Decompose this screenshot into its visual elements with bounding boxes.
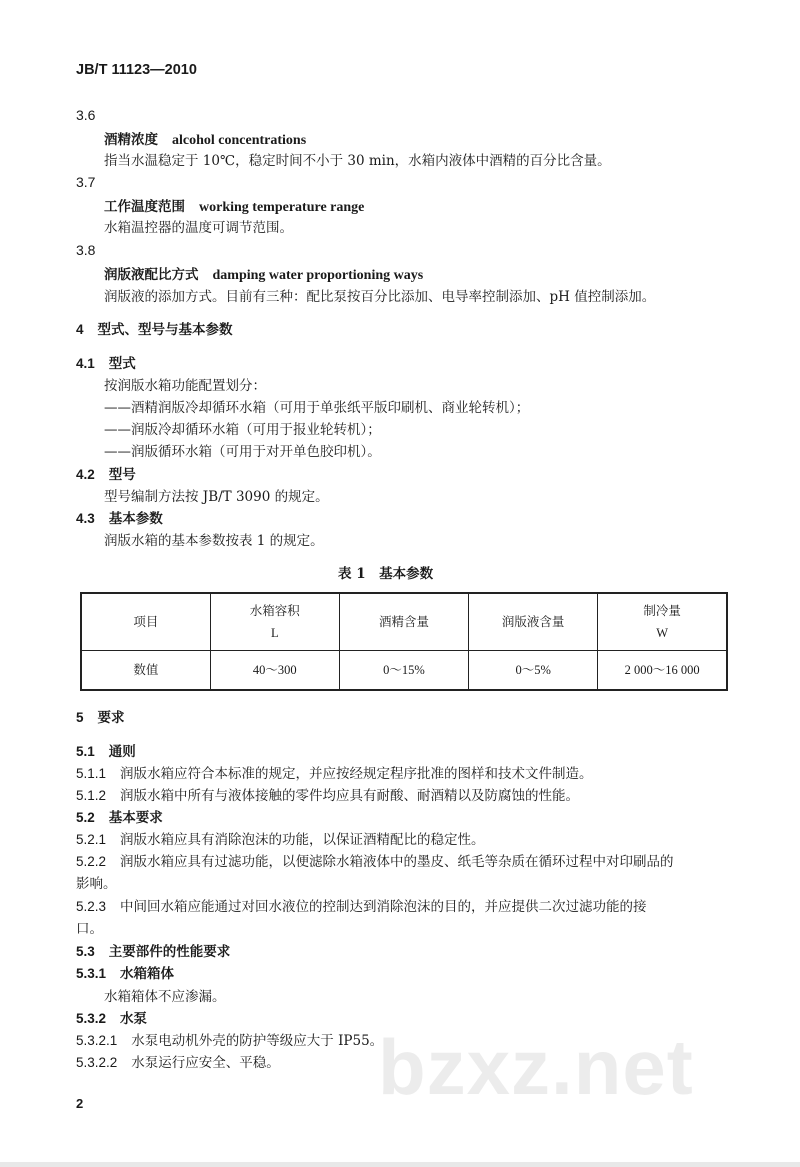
clause-text: 中间回水箱应能通过对回水液位的控制达到消除泡沫的目的，并应提供二次过滤功能的接 [120,899,647,915]
section-number: 5.1 [76,744,95,759]
clause-number: 5.3.2.2 [76,1055,118,1070]
subsection-heading [76,463,136,483]
paragraph: 按润版水箱功能配置划分： [104,378,266,394]
table-cell: 数值 [81,651,210,691]
page-edge [0,1162,800,1167]
list-item: ——润版冷却循环水箱（可用于报业轮转机）； [104,422,381,438]
section-number: 5.3 [76,944,95,959]
term-zh: 润版液配比方式 [104,267,199,283]
table-cell: 0～15% [339,651,468,691]
header-label: 制冷量 [643,603,681,618]
subsection-heading [76,940,230,960]
term-number: 3.8 [76,242,96,258]
clause-number: 5.2.2 [76,854,107,869]
clause [76,895,647,915]
table-caption: 表 1 基本参数 [338,566,434,582]
table-row [81,651,727,691]
subsection-heading [76,352,136,372]
subsection-heading [76,740,136,760]
header-label: 润版液含量 [501,614,565,629]
section-number: 5.2 [76,810,95,825]
term-zh: 工作温度范围 [104,199,185,215]
term-title [104,263,423,284]
clause-number: 5.1.1 [76,766,107,781]
clause-number: 5.2.3 [76,899,107,914]
section-number: 5 [76,710,84,725]
table-header-cell [469,593,598,651]
table-header-row [81,593,727,651]
header-label: 项目 [133,614,159,629]
term-en: working temperature range [199,200,365,215]
clause-text: 润版水箱应符合本标准的规定，并应按经规定程序批准的图样和技术文件制造。 [120,766,593,782]
subsection-heading [76,507,163,527]
paragraph: 水箱箱体不应渗漏。 [104,989,226,1005]
section-heading [76,318,233,338]
parameters-table [80,592,728,691]
table-header-cell [339,593,468,651]
watermark: bzxz.net [378,1023,694,1111]
section-title: 要求 [97,710,125,726]
clause-number: 5.1.2 [76,788,107,803]
paragraph: 润版水箱的基本参数按表 1 的规定。 [104,533,324,549]
section-title: 通则 [108,744,136,760]
term-en: damping water proportioning ways [212,268,424,283]
section-title: 基本要求 [108,810,163,826]
clause-number: 5.3.2.1 [76,1033,118,1048]
section-title: 型式、型号与基本参数 [97,322,233,338]
clause [76,762,593,782]
table-header-cell [210,593,339,651]
section-number: 4 [76,322,84,337]
clause-continuation: 口。 [76,921,103,937]
header-unit: W [656,626,669,640]
term-number: 3.6 [76,107,96,123]
term-number: 3.7 [76,174,96,190]
subsection-heading [76,962,174,982]
term-definition: 润版液的添加方式。目前有三种：配比泵按百分比添加、电导率控制添加、pH 值控制添加。 [104,289,656,305]
header-label: 酒精含量 [378,614,429,629]
section-number: 5.3.1 [76,966,107,981]
clause-text: 润版水箱应具有过滤功能，以便滤除水箱液体中的墨皮、纸毛等杂质在循环过程中对印刷品的 [120,854,674,870]
header-unit: L [270,626,279,640]
section-number: 4.1 [76,356,95,371]
paragraph: 型号编制方法按 JB/T 3090 的规定。 [104,489,329,505]
standard-id: JB/T 11123—2010 [76,62,197,78]
section-title: 主要部件的性能要求 [108,944,231,960]
table-cell: 40～300 [210,651,339,691]
term-zh: 酒精浓度 [104,132,158,148]
page-number: 2 [76,1096,84,1111]
clause [76,1051,280,1071]
section-number: 5.3.2 [76,1011,107,1026]
term-definition: 指当水温稳定于 10℃，稳定时间不小于 30 min，水箱内液体中酒精的百分比含量。 [104,153,611,169]
term-title [104,195,364,216]
subsection-heading [76,806,163,826]
section-title: 型式 [108,356,136,372]
clause [76,850,674,870]
clause-text: 水泵电动机外壳的防护等级应大于 IP55。 [131,1033,384,1049]
section-heading [76,706,125,726]
section-title: 基本参数 [108,511,163,527]
clause [76,1029,383,1049]
section-title: 型号 [108,467,136,483]
section-number: 4.2 [76,467,95,482]
table-header-cell [81,593,210,651]
term-en: alcohol concentrations [172,133,307,148]
clause-text: 润版水箱应具有消除泡沫的功能，以保证酒精配比的稳定性。 [120,832,485,848]
clause-continuation: 影响。 [76,876,117,892]
table-header-cell [598,593,727,651]
section-title: 水箱箱体 [120,966,175,982]
subsection-heading [76,1007,147,1027]
term-title [104,128,306,149]
clause-text: 水泵运行应安全、平稳。 [131,1055,280,1071]
section-title: 水泵 [120,1011,148,1027]
section-number: 4.3 [76,511,95,526]
clause [76,828,485,848]
table-cell: 2 000～16 000 [598,651,727,691]
clause-number: 5.2.1 [76,832,107,847]
table-cell: 0～5% [469,651,598,691]
term-definition: 水箱温控器的温度可调节范围。 [104,220,293,236]
clause [76,784,579,804]
list-item: ——润版循环水箱（可用于对开单色胶印机）。 [104,444,381,460]
clause-text: 润版水箱中所有与液体接触的零件均应具有耐酸、耐酒精以及防腐蚀的性能。 [120,788,580,804]
header-label: 水箱容积 [249,603,300,618]
list-item: ——酒精润版冷却循环水箱（可用于单张纸平版印刷机、商业轮转机）； [104,400,530,416]
